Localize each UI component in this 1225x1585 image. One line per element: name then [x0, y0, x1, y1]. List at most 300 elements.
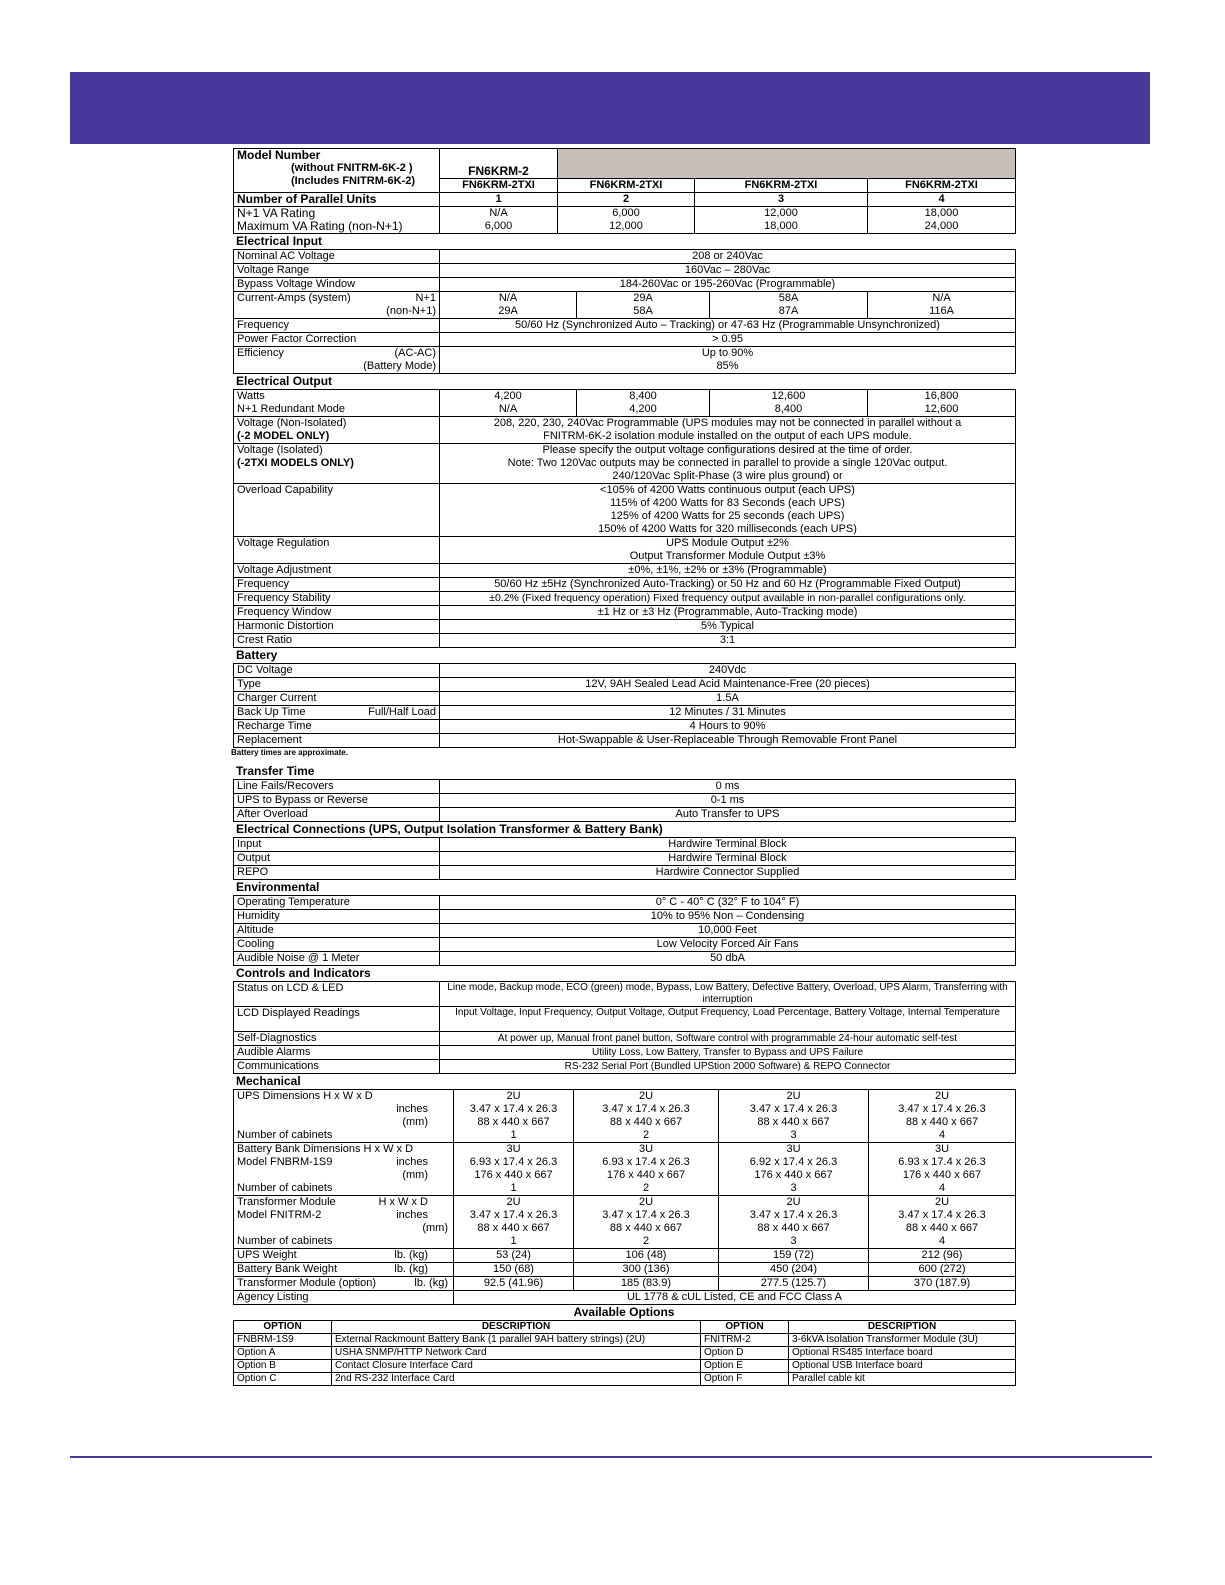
option-header: OPTION — [701, 1321, 789, 1334]
ups-dim-cell — [454, 1090, 574, 1143]
backup-label: Back Up Time — [237, 706, 306, 718]
bb-weight-label: Battery Bank Weight — [237, 1263, 338, 1275]
model-txi: FN6KRM-2TXI — [558, 179, 695, 193]
row-label: Bypass Voltage Window — [234, 278, 440, 292]
vi-line: Please specify the output voltage configurations desired at the time of order. — [542, 444, 913, 456]
bb-weight-value: 150 (68) — [454, 1263, 574, 1277]
efficiency-label: Efficiency — [237, 347, 284, 359]
lbkg-label: lb. (kg) — [394, 1263, 428, 1275]
dim-mm: 88 x 440 x 667 — [757, 1222, 830, 1234]
model-txi: FN6KRM-2TXI — [440, 179, 558, 193]
ups-weight-value: 159 (72) — [719, 1249, 869, 1263]
row-value: 10,000 Feet — [440, 924, 1016, 938]
dim-inches: 6.93 x 17.4 x 26.3 — [602, 1156, 690, 1168]
current-cell — [440, 292, 577, 319]
section-title-connections: Electrical Connections (UPS, Output Isolation Transformer & Battery Bank) — [236, 822, 663, 836]
cabinet-count: 4 — [938, 1235, 946, 1247]
dim-mm: 88 x 440 x 667 — [757, 1116, 830, 1128]
row-label: Charger Current — [234, 692, 440, 706]
spec-sheet — [233, 148, 1015, 1386]
row-value: RS-232 Serial Port (Bundled UPStion 2000 Software) & REPO Connector — [440, 1060, 1016, 1074]
cabinet-count: 2 — [642, 1235, 650, 1247]
rack-units: 3U — [786, 1143, 801, 1155]
gray-header — [558, 149, 1016, 179]
cabinet-count: 1 — [510, 1235, 517, 1247]
efficiency-label-cell — [234, 347, 440, 374]
option-row — [234, 1360, 1016, 1373]
cabinet-count: 2 — [642, 1129, 650, 1141]
bb-dim-label: Battery Bank Dimensions H x W x D — [237, 1143, 414, 1155]
parallel-value: 2 — [558, 193, 695, 207]
battery-note: Battery times are approximate. — [231, 748, 348, 757]
row-value: 5% Typical — [440, 620, 1016, 634]
va-cell — [868, 207, 1016, 234]
cabinets-label: Number of cabinets — [237, 1235, 333, 1247]
row-label: Humidity — [234, 910, 440, 924]
option-row — [234, 1347, 1016, 1360]
options-table — [233, 1320, 1016, 1386]
overload-line: 125% of 4200 Watts for 25 seconds (each UPS) — [610, 510, 845, 522]
row-value: 0° C - 40° C (32° F to 104° F) — [440, 896, 1016, 910]
mm-label: (mm) — [402, 1116, 428, 1128]
current-non-value: 58A — [633, 305, 653, 317]
row-label: Voltage Range — [234, 264, 440, 278]
dim-inches: 3.47 x 17.4 x 26.3 — [469, 1209, 558, 1221]
row-label: Type — [234, 678, 440, 692]
row-label: Audible Noise @ 1 Meter — [234, 952, 440, 966]
option-code: FNBRM-1S9 — [234, 1334, 332, 1347]
section-title-environmental: Environmental — [236, 880, 320, 894]
row-value: 12 Minutes / 31 Minutes — [440, 706, 1016, 720]
ups-weight-value: 106 (48) — [574, 1249, 719, 1263]
description-header: DESCRIPTION — [332, 1321, 701, 1334]
current-cell — [868, 292, 1016, 319]
dim-inches: 3.47 x 17.4 x 26.3 — [749, 1103, 838, 1115]
regulation-line: UPS Module Output ±2% — [666, 537, 789, 549]
row-value: 160Vac – 280Vac — [440, 264, 1016, 278]
without-label: (without FNITRM-6K-2 ) — [291, 162, 413, 174]
rack-units: 2U — [638, 1196, 654, 1208]
battery-table — [233, 663, 1016, 748]
electrical-output-table — [233, 389, 1016, 648]
electrical-input-table — [233, 249, 1016, 374]
row-label: Line Fails/Recovers — [234, 780, 440, 794]
cabinet-count: 3 — [790, 1182, 797, 1194]
inches-label: inches — [396, 1209, 428, 1221]
includes-label: (Includes FNITRM-6K-2) — [291, 175, 416, 187]
option-code: Option F — [701, 1373, 789, 1386]
va-cell — [558, 207, 695, 234]
dim-inches: 3.47 x 17.4 x 26.3 — [898, 1103, 986, 1115]
model-number-cell — [234, 149, 440, 193]
mm-label: (mm) — [402, 1169, 428, 1181]
max-value: 24,000 — [924, 220, 959, 232]
dim-inches: 6.93 x 17.4 x 26.3 — [898, 1156, 986, 1168]
lbkg-label: lb. (kg) — [414, 1277, 448, 1289]
row-value: 208 or 240Vac — [440, 250, 1016, 264]
ups-dim-cell — [869, 1090, 1016, 1143]
va-cell — [695, 207, 868, 234]
ups-weight-value: 212 (96) — [869, 1249, 1016, 1263]
lbkg-label: lb. (kg) — [394, 1249, 428, 1261]
watts-cell — [440, 390, 577, 417]
row-value: 0-1 ms — [440, 794, 1016, 808]
ups-dim-cell — [719, 1090, 869, 1143]
rack-units: 3U — [638, 1143, 654, 1155]
row-value: 50 dbA — [440, 952, 1016, 966]
connections-table — [233, 837, 1016, 880]
parallel-label: Number of Parallel Units — [234, 193, 440, 207]
tm-weight-value: 277.5 (125.7) — [719, 1277, 869, 1291]
row-value: 3:1 — [440, 634, 1016, 648]
n1-label: N+1 VA Rating — [237, 206, 316, 220]
current-n1-value: N/A — [498, 292, 518, 304]
dim-mm: 88 x 440 x 667 — [609, 1116, 683, 1128]
row-value: ±0.2% (Fixed frequency operation) Fixed frequency output available in non-parallel configurations only. — [440, 592, 1016, 606]
rack-units: 3U — [934, 1143, 950, 1155]
rack-units: 2U — [506, 1090, 521, 1102]
option-code: Option C — [234, 1373, 332, 1386]
option-row — [234, 1373, 1016, 1386]
ups-dim-cell — [574, 1090, 719, 1143]
bb-dim-label-cell — [234, 1143, 454, 1196]
tm-weight-value: 370 (187.9) — [869, 1277, 1016, 1291]
vni-line: FNITRM-6K-2 isolation module installed on the output of each UPS module. — [543, 430, 912, 442]
option-desc: Parallel cable kit — [789, 1373, 1016, 1386]
row-label: UPS to Bypass or Reverse — [234, 794, 440, 808]
current-n1-value: N/A — [932, 292, 951, 304]
cabinet-count: 2 — [642, 1182, 650, 1194]
rack-units: 2U — [506, 1196, 521, 1208]
cabinet-count: 1 — [510, 1129, 517, 1141]
regulation-line: Output Transformer Module Output ±3% — [629, 550, 826, 562]
parallel-value: 4 — [868, 193, 1016, 207]
efficiency-battery: (Battery Mode) — [363, 360, 436, 372]
dim-inches: 6.93 x 17.4 x 26.3 — [469, 1156, 558, 1168]
weight-label-cell — [234, 1277, 454, 1291]
efficiency-cell — [440, 347, 1016, 374]
rack-units: 2U — [934, 1090, 950, 1102]
dim-mm: 176 x 440 x 667 — [606, 1169, 686, 1181]
bb-dim-cell — [454, 1143, 574, 1196]
row-label: DC Voltage — [234, 664, 440, 678]
tm-dim-cell — [454, 1196, 574, 1249]
dim-inches: 3.47 x 17.4 x 26.3 — [469, 1103, 558, 1115]
section-title-transfer: Transfer Time — [236, 764, 315, 778]
cabinet-count: 1 — [510, 1182, 517, 1194]
available-options-title: Available Options — [573, 1305, 675, 1319]
row-value: 4 Hours to 90% — [440, 720, 1016, 734]
row-value: Hardwire Terminal Block — [440, 852, 1016, 866]
overload-line: 150% of 4200 Watts for 320 milliseconds (each UPS) — [598, 523, 857, 535]
option-code: Option B — [234, 1360, 332, 1373]
mm-label: (mm) — [422, 1222, 448, 1234]
dim-inches: 3.47 x 17.4 x 26.3 — [602, 1209, 690, 1221]
vi-cell — [440, 444, 1016, 484]
n1-value: 12,000 — [764, 207, 798, 219]
option-desc: 2nd RS-232 Interface Card — [332, 1373, 701, 1386]
overload-cell — [440, 484, 1016, 537]
row-value: Hardwire Terminal Block — [440, 838, 1016, 852]
max-label: Maximum VA Rating (non-N+1) — [237, 219, 403, 233]
vni-label: Voltage (Non-Isolated) — [237, 417, 347, 429]
row-value: 1.5A — [440, 692, 1016, 706]
cabinet-count: 4 — [938, 1129, 946, 1141]
overload-line: 115% of 4200 Watts for 83 Seconds (each UPS) — [610, 497, 845, 509]
row-label: Power Factor Correction — [234, 333, 440, 347]
ups-weight-value: 53 (24) — [454, 1249, 574, 1263]
row-label: Frequency Stability — [234, 592, 440, 606]
regulation-cell — [440, 537, 1016, 564]
row-label: Frequency — [234, 578, 440, 592]
option-code: Option E — [701, 1360, 789, 1373]
current-label: Current-Amps (system) — [237, 292, 351, 304]
bb-weight-value: 600 (272) — [869, 1263, 1016, 1277]
mechanical-table — [233, 1089, 1016, 1305]
row-label: Input — [234, 838, 440, 852]
option-row — [234, 1334, 1016, 1347]
option-header: OPTION — [234, 1321, 332, 1334]
rack-units: 2U — [786, 1090, 801, 1102]
model-number-label: Model Number — [237, 148, 321, 162]
cabinets-label: Number of cabinets — [237, 1182, 333, 1194]
row-value: 50/60 Hz (Synchronized Auto – Tracking) or 47-63 Hz (Programmable Unsynchronized) — [440, 319, 1016, 333]
overload-label: Overload Capability — [234, 484, 440, 537]
vni-cell — [440, 417, 1016, 444]
vi-label: Voltage (Isolated) — [237, 444, 323, 456]
row-label: REPO — [234, 866, 440, 880]
current-non-value: 116A — [929, 305, 954, 317]
row-value: At power up, Manual front panel button, Software control with programmable 24-hour automatic self-test — [440, 1032, 1016, 1046]
row-value: 50/60 Hz ±5Hz (Synchronized Auto-Tracking) or 50 Hz and 60 Hz (Programmable Fixed Output) — [440, 578, 1016, 592]
efficiency-value: Up to 90% — [701, 347, 754, 359]
row-value: 10% to 95% Non – Condensing — [440, 910, 1016, 924]
rack-units: 2U — [786, 1196, 801, 1208]
row-label: Output — [234, 852, 440, 866]
n1-redundant-value: 8,400 — [774, 403, 803, 415]
row-label: Frequency Window — [234, 606, 440, 620]
row-value: ±1 Hz or ±3 Hz (Programmable, Auto-Tracking mode) — [440, 606, 1016, 620]
option-desc: Optional RS485 Interface board — [789, 1347, 1016, 1360]
current-n1-value: 29A — [633, 292, 653, 304]
model-single: FN6KRM-2 — [440, 149, 558, 179]
row-value: > 0.95 — [440, 333, 1016, 347]
vni-sub: (-2 MODEL ONLY) — [237, 430, 330, 442]
row-label: Agency Listing — [234, 1291, 454, 1305]
row-label: Voltage Adjustment — [234, 564, 440, 578]
row-value: Input Voltage, Input Frequency, Output Voltage, Output Frequency, Load Percentage, Battery Voltage, Internal Temperature — [440, 1007, 1016, 1032]
bb-weight-value: 300 (136) — [574, 1263, 719, 1277]
row-value: 0 ms — [440, 780, 1016, 794]
tm-dim-cell — [719, 1196, 869, 1249]
watts-value: 8,400 — [629, 390, 657, 402]
option-desc: USHA SNMP/HTTP Network Card — [332, 1347, 701, 1360]
option-code: FNITRM-2 — [701, 1334, 789, 1347]
parallel-value: 3 — [695, 193, 868, 207]
dim-inches: 3.47 x 17.4 x 26.3 — [749, 1209, 838, 1221]
rack-units: 3U — [506, 1143, 521, 1155]
current-non-value: 87A — [778, 305, 799, 317]
bb-dim-cell — [869, 1143, 1016, 1196]
vni-label-cell — [234, 417, 440, 444]
max-value: 12,000 — [609, 220, 643, 232]
dim-inches: 3.47 x 17.4 x 26.3 — [602, 1103, 690, 1115]
section-title-battery: Battery — [236, 648, 278, 662]
current-cell — [710, 292, 868, 319]
dim-inches: 3.47 x 17.4 x 26.3 — [898, 1209, 986, 1221]
footer-rule — [70, 1456, 1152, 1458]
watts-value: 12,600 — [771, 390, 806, 402]
bb-dim-cell — [719, 1143, 869, 1196]
parallel-value: 1 — [440, 193, 558, 207]
bb-dim-cell — [574, 1143, 719, 1196]
tm-dim-cell — [574, 1196, 719, 1249]
vi-label-cell — [234, 444, 440, 484]
tm-hwd: H x W x D — [378, 1196, 428, 1208]
row-value: 12V, 9AH Sealed Lead Acid Maintenance-Free (20 pieces) — [440, 678, 1016, 692]
option-code: Option D — [701, 1347, 789, 1360]
va-label-cell — [234, 207, 440, 234]
current-cell — [577, 292, 710, 319]
tm-label: Transformer Module — [237, 1196, 336, 1208]
tm-dim-cell — [869, 1196, 1016, 1249]
row-value: ±0%, ±1%, ±2% or ±3% (Programmable) — [440, 564, 1016, 578]
rack-units: 2U — [638, 1090, 654, 1102]
inches-label: inches — [396, 1103, 428, 1115]
cabinet-count: 4 — [938, 1182, 946, 1194]
vni-line: 208, 220, 230, 240Vac Programmable (UPS modules may not be connected in parallel without a — [493, 417, 962, 429]
row-value: Hardwire Connector Supplied — [440, 866, 1016, 880]
section-title-controls: Controls and Indicators — [236, 966, 371, 980]
n1-redundant-label: N+1 Redundant Mode — [237, 403, 345, 415]
tm-model: Model FNITRM-2 — [237, 1209, 322, 1221]
controls-table — [233, 981, 1016, 1074]
row-label: Replacement — [234, 734, 440, 748]
n1-redundant-value: 12,600 — [924, 403, 959, 415]
rack-units: 2U — [934, 1196, 950, 1208]
cabinet-count: 3 — [790, 1235, 797, 1247]
row-value: Auto Transfer to UPS — [440, 808, 1016, 822]
row-label: Altitude — [234, 924, 440, 938]
option-code: Option A — [234, 1347, 332, 1360]
current-non-value: 29A — [498, 305, 518, 317]
weight-label-cell — [234, 1263, 454, 1277]
row-label: Communications — [234, 1060, 440, 1074]
option-desc: Optional USB Interface board — [789, 1360, 1016, 1373]
row-label: Frequency — [234, 319, 440, 333]
dim-mm: 176 x 440 x 667 — [754, 1169, 833, 1181]
watts-label: Watts — [237, 390, 265, 402]
va-cell — [440, 207, 558, 234]
description-header: DESCRIPTION — [789, 1321, 1016, 1334]
dim-mm: 88 x 440 x 667 — [477, 1116, 550, 1128]
option-desc: External Rackmount Battery Bank (1 parallel 9AH battery strings) (2U) — [332, 1334, 701, 1347]
dim-mm: 88 x 440 x 667 — [477, 1222, 550, 1234]
environmental-table — [233, 895, 1016, 966]
row-label: Cooling — [234, 938, 440, 952]
row-label: Operating Temperature — [234, 896, 440, 910]
cabinets-label: Number of cabinets — [237, 1129, 333, 1141]
tm-weight-value: 92.5 (41.96) — [454, 1277, 574, 1291]
overload-line: <105% of 4200 Watts continuous output (each UPS) — [600, 484, 855, 496]
tm-dim-label-cell — [234, 1196, 454, 1249]
tm-weight-label: Transformer Module (option) — [237, 1277, 376, 1289]
row-label: Recharge Time — [234, 720, 440, 734]
section-title-electrical-output: Electrical Output — [236, 374, 333, 388]
row-label: Self-Diagnostics — [234, 1032, 440, 1046]
weight-label-cell — [234, 1249, 454, 1263]
inches-label: inches — [396, 1156, 428, 1168]
row-label: Harmonic Distortion — [234, 620, 440, 634]
row-value: Utility Loss, Low Battery, Transfer to Bypass and UPS Failure — [440, 1046, 1016, 1060]
option-desc: Contact Closure Interface Card — [332, 1360, 701, 1373]
current-non-label: (non-N+1) — [386, 305, 436, 317]
tm-weight-value: 185 (83.9) — [574, 1277, 719, 1291]
watts-value: 4,200 — [494, 390, 522, 402]
n1-value: 6,000 — [612, 207, 640, 219]
bb-model: Model FNBRM-1S9 — [237, 1156, 333, 1168]
row-value: Hot-Swappable & User-Replaceable Through Removable Front Panel — [440, 734, 1016, 748]
row-value: Low Velocity Forced Air Fans — [440, 938, 1016, 952]
watts-value: 16,800 — [924, 390, 959, 402]
dim-inches: 6.92 x 17.4 x 26.3 — [749, 1156, 838, 1168]
current-label-cell — [234, 292, 440, 319]
n1-redundant-value: N/A — [498, 403, 518, 415]
row-label: After Overload — [234, 808, 440, 822]
model-table — [233, 148, 1016, 234]
transfer-table — [233, 779, 1016, 822]
ups-dim-label-cell — [234, 1090, 454, 1143]
dim-mm: 176 x 440 x 667 — [902, 1169, 982, 1181]
dim-mm: 88 x 440 x 667 — [905, 1116, 979, 1128]
n1-redundant-value: 4,200 — [629, 403, 657, 415]
row-label: Status on LCD & LED — [234, 982, 440, 1007]
backup-sub: Full/Half Load — [368, 706, 436, 718]
max-value: 6,000 — [484, 220, 513, 232]
watts-label-cell — [234, 390, 440, 417]
watts-cell — [577, 390, 710, 417]
current-n1-value: 58A — [778, 292, 799, 304]
row-label: Crest Ratio — [234, 634, 440, 648]
cabinet-count: 3 — [790, 1129, 797, 1141]
max-value: 18,000 — [764, 220, 798, 232]
section-title-mechanical: Mechanical — [236, 1074, 301, 1088]
efficiency-acac: (AC-AC) — [394, 347, 436, 359]
current-n1-label: N+1 — [415, 292, 436, 304]
dim-mm: 88 x 440 x 667 — [905, 1222, 979, 1234]
watts-cell — [868, 390, 1016, 417]
row-value: UL 1778 & cUL Listed, CE and FCC Class A — [454, 1291, 1016, 1305]
dim-mm: 176 x 440 x 667 — [474, 1169, 553, 1181]
row-label: Audible Alarms — [234, 1046, 440, 1060]
header-banner — [70, 72, 1150, 144]
vi-line: 240/120Vac Split-Phase (3 wire plus ground) or — [612, 470, 843, 482]
efficiency-value: 85% — [716, 360, 739, 372]
n1-value: 18,000 — [924, 207, 959, 219]
regulation-label: Voltage Regulation — [234, 537, 440, 564]
row-label: LCD Displayed Readings — [234, 1007, 440, 1032]
row-value: 240Vdc — [440, 664, 1016, 678]
ups-dim-label: UPS Dimensions H x W x D — [237, 1090, 373, 1102]
ups-weight-label: UPS Weight — [237, 1249, 297, 1261]
vi-line: Note: Two 120Vac outputs may be connected in parallel to provide a single 120Vac output. — [507, 457, 948, 469]
row-value: 184-260Vac or 195-260Vac (Programmable) — [440, 278, 1016, 292]
row-label: Nominal AC Voltage — [234, 250, 440, 264]
n1-value: N/A — [489, 207, 508, 219]
row-value: Line mode, Backup mode, ECO (green) mode, Bypass, Low Battery, Defective Battery, Overload, UPS Alarm, Transferring with interruption — [440, 982, 1016, 1007]
section-title-electrical-input: Electrical Input — [236, 234, 323, 248]
model-txi: FN6KRM-2TXI — [695, 179, 868, 193]
